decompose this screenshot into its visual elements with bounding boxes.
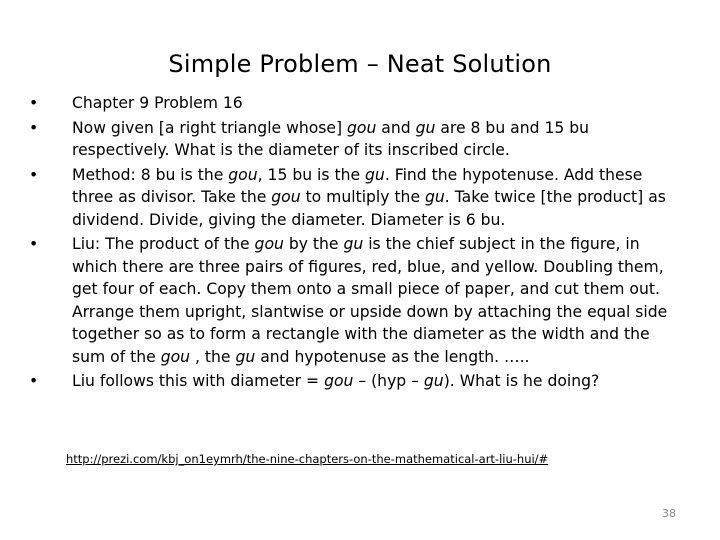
bullet-term: gu: [415, 118, 436, 137]
bullet-text: – (hyp –: [353, 372, 424, 390]
bullet-text: . Find the hypotenuse. Add these three as divisor. Take the: [72, 165, 643, 206]
bullet-term: gou: [324, 372, 354, 390]
bullet-text: ). What is he doing?: [443, 372, 600, 390]
bullet-term: gou: [271, 188, 301, 206]
bullet-term: gu: [423, 372, 444, 390]
bullet-term: gu: [343, 235, 364, 253]
bullet-term: gou: [254, 235, 284, 253]
bullet-list: [0, 92, 720, 395]
bullet-term: gou: [160, 347, 191, 366]
bullet-item: [29, 92, 682, 115]
bullet-item: [29, 370, 682, 393]
bullet-text: , the: [190, 347, 236, 366]
page-number: 38: [662, 507, 676, 520]
bullet-text: Now given [a right triangle whose]: [72, 118, 348, 137]
bullet-marker: •: [29, 118, 39, 137]
bullet-term: gou: [228, 165, 258, 184]
bullet-text: to multiply the: [300, 188, 425, 206]
bullet-text: Liu follows this with diameter =: [72, 372, 325, 390]
bullet-text: by the: [283, 235, 344, 253]
bullet-marker: •: [29, 165, 39, 184]
reference-link[interactable]: http://prezi.com/kbj_on1eymrh/the-nine-chapters-on-the-mathematical-art-liu-hui/#: [66, 452, 549, 466]
bullet-term: gou: [347, 118, 377, 137]
bullet-marker: •: [29, 372, 39, 390]
bullet-text: , 15 bu is the: [257, 165, 366, 184]
bullet-text: and: [376, 118, 416, 137]
bullet-text: . Take twice [the product] as dividend. Divide, giving the diameter. Diameter is 6 bu.: [72, 188, 666, 229]
slide-title: Simple Problem – Neat Solution: [168, 50, 552, 78]
bullet-term: gu: [425, 188, 445, 206]
bullet-marker: •: [29, 235, 39, 253]
bullet-term: gu: [365, 165, 385, 184]
bullet-text: and hypotenuse as the length. …..: [255, 347, 530, 366]
bullet-item: [29, 117, 682, 162]
bullet-text: Method: 8 bu is the: [72, 165, 229, 184]
bullet-text: Chapter 9 Problem 16: [72, 94, 243, 112]
bullet-item: [29, 164, 682, 232]
bullet-term: gu: [235, 347, 256, 366]
bullet-marker: •: [29, 94, 39, 112]
bullet-item: [29, 233, 682, 368]
bullet-text: is the chief subject in the figure, in which there are three pairs of figures, red, blue, and yellow. Doubling them, get four of each. Copy them onto a small piece of paper, and cut them out. Arrange them upright, slantwise or upside down by attaching the equal side together so as to form a rectangle with the diameter as the width and the sum of the: [72, 235, 668, 366]
bullet-text: are 8 bu and 15 bu respectively. What is the diameter of its inscribed circle.: [72, 118, 590, 159]
bullet-text: Liu: The product of the: [72, 235, 255, 253]
